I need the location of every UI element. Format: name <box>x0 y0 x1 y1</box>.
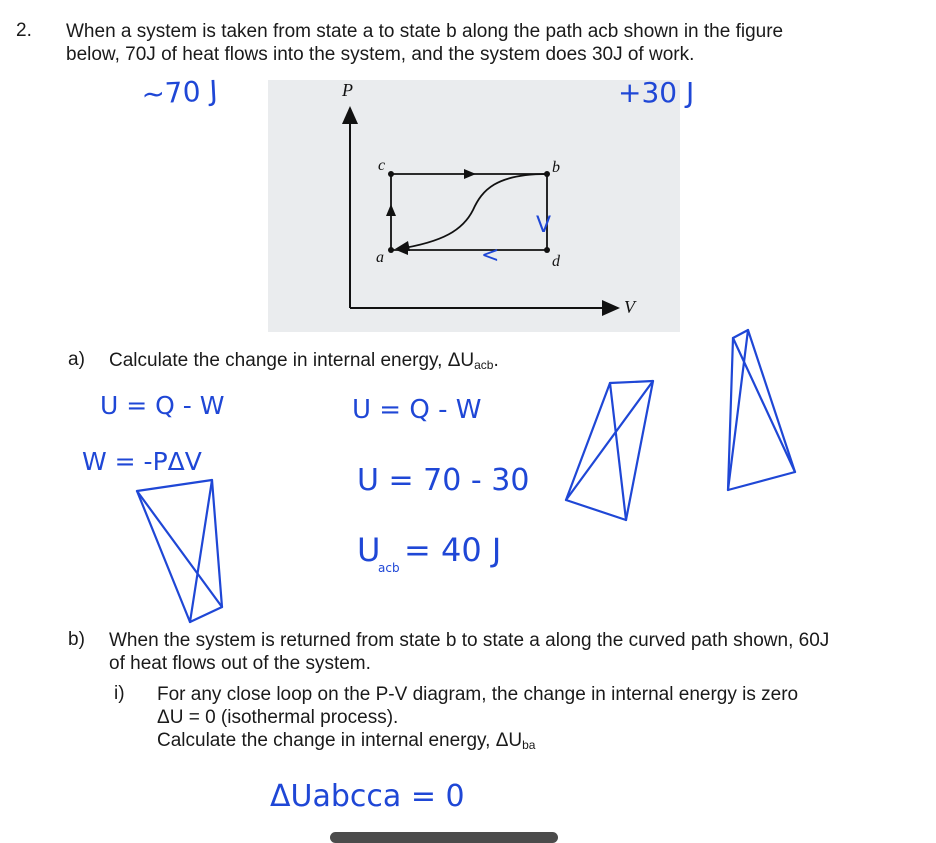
part-b-i-line-3-text: Calculate the change in internal energy, ΔU <box>157 730 523 751</box>
part-a-text: Calculate the change in internal energy, ΔU <box>109 350 475 371</box>
part-b-i-line-3 <box>157 729 535 757</box>
part-b-i-subscript: ba <box>522 738 536 752</box>
hw-eq3: U = Q - W <box>352 395 482 425</box>
arrow-cb <box>464 169 476 179</box>
point-a <box>388 247 394 253</box>
point-c <box>388 171 394 177</box>
doodle-triangle-right-diag-2 <box>733 338 795 472</box>
point-b <box>544 171 550 177</box>
hw-minus70: ~70 J <box>140 74 219 111</box>
hw-eq5: U <box>357 531 381 569</box>
p-axis-label: P <box>342 80 353 100</box>
point-d <box>544 247 550 253</box>
hw-eq6: ΔUabcca = 0 <box>270 779 465 814</box>
hw-eq4: U = 70 - 30 <box>357 463 530 498</box>
question-number: 2. <box>16 20 32 41</box>
question-text-line-1: When a system is taken from state a to state b along the path acb shown in the figure <box>66 21 784 42</box>
hw-figure-arrow: < <box>481 243 500 268</box>
hw-eq5-sub: acb <box>378 561 400 575</box>
part-a-question <box>109 349 499 377</box>
part-b-i-line-2: ΔU = 0 (isothermal process). <box>157 707 399 728</box>
pv-diagram <box>268 80 680 332</box>
doodle-box-left <box>137 480 222 622</box>
hw-eq2: W = -PΔV <box>82 447 202 476</box>
doodle-triangle-mid-diag-2 <box>566 381 653 500</box>
hw-eq5-rest: = 40 J <box>404 531 502 569</box>
arrow-ac <box>386 204 396 216</box>
doodle-triangle-right <box>728 330 795 490</box>
label-c: c <box>378 157 386 174</box>
curved-path-ba <box>398 174 547 249</box>
hw-plus30: +30 J <box>618 76 695 109</box>
doodle-box-left-diag-2 <box>190 480 212 622</box>
part-a-period: . <box>493 350 499 371</box>
doodle-triangle-right-diag-1 <box>728 330 748 490</box>
label-a: a <box>376 249 384 266</box>
part-b-text-line-1: When the system is returned from state b to state a along the curved path shown, 60J <box>109 630 830 651</box>
part-b-i-label: i) <box>114 683 125 704</box>
hw-eq1: U = Q - W <box>100 391 225 420</box>
doodle-triangle-mid <box>566 381 653 520</box>
part-b-label: b) <box>68 629 85 650</box>
hw-figure-v: V <box>536 213 552 238</box>
question-text-line-2: below, 70J of heat flows into the system, and the system does 30J of work. <box>66 44 695 65</box>
part-a-label: a) <box>68 349 85 370</box>
doodle-box-left-diag-1 <box>137 491 222 607</box>
part-b-i-line-1: For any close loop on the P-V diagram, the change in internal energy is zero <box>157 684 799 705</box>
scrollbar[interactable] <box>330 832 558 843</box>
pv-diagram-drawing <box>268 80 680 332</box>
part-b-text-line-2: of heat flows out of the system. <box>109 653 371 674</box>
part-a-subscript: acb <box>474 358 494 372</box>
label-d: d <box>552 253 560 270</box>
doodle-triangle-mid-diag-1 <box>610 383 626 520</box>
v-axis-label: V <box>624 297 635 317</box>
label-b: b <box>552 159 560 176</box>
